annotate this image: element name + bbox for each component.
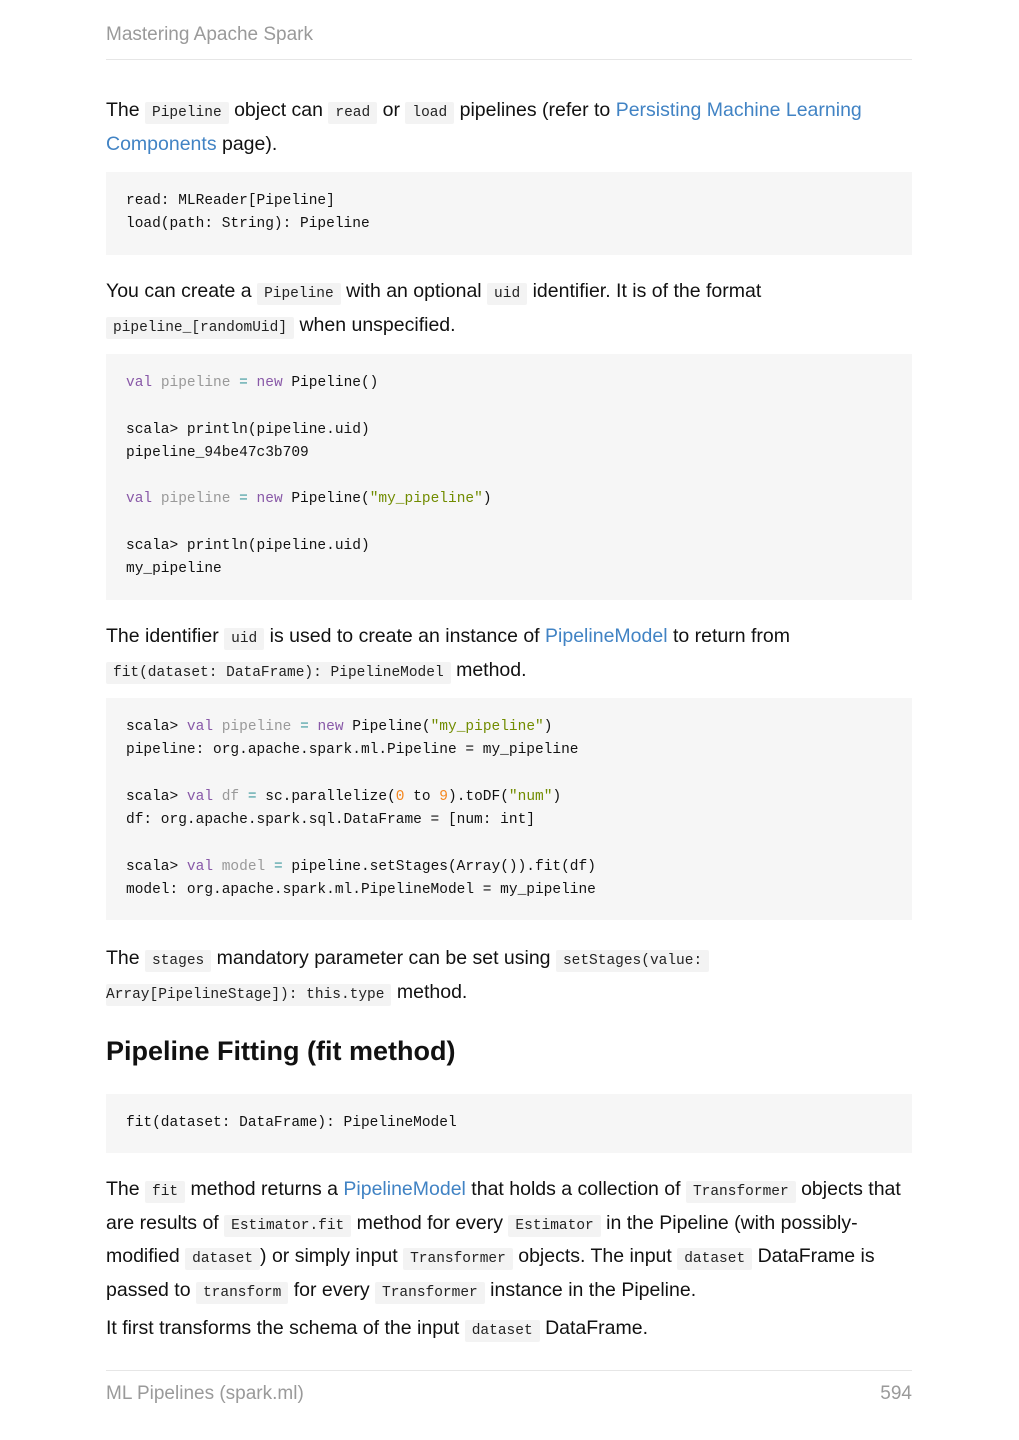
inline-code: Estimator: [508, 1215, 600, 1237]
inline-code: Transformer: [375, 1282, 485, 1304]
inline-code: Transformer: [403, 1248, 513, 1270]
inline-code: dataset: [677, 1248, 752, 1270]
link-persisting-ml-components[interactable]: Persisting Machine Learning Components: [106, 99, 862, 155]
inline-code: dataset: [465, 1320, 540, 1342]
inline-code: stages: [145, 950, 211, 972]
inline-code: dataset: [185, 1248, 260, 1270]
book-title: Mastering Apache Spark: [106, 24, 314, 45]
paragraph-identifier-uid: The identifier uid is used to create an instance of PipelineModel to return from fit(dataset: DataFrame): PipelineModel method.: [106, 621, 912, 688]
inline-code: read: [328, 102, 377, 124]
page-footer: [106, 1370, 912, 1405]
inline-code: uid: [224, 628, 264, 650]
code-block-pipeline-fit: scala> val pipeline = new Pipeline("my_pipeline") pipeline: org.apache.spark.ml.Pipeline = my_pipeline scala> val df = sc.parallelize(0 to 9).toDF("num") df: org.apache.spark.sql.DataFrame = [num: int] scala> val model = pipeline.setStages(Array()).fit(df) model: org.apache.spark.ml.PipelineModel = my_pipeline: [106, 698, 912, 920]
link-pipelinemodel[interactable]: PipelineModel: [545, 625, 668, 647]
inline-code: Pipeline: [257, 283, 341, 305]
footer-section-title: ML Pipelines (spark.ml): [106, 1383, 304, 1404]
inline-code: uid: [487, 283, 527, 305]
inline-code: Transformer: [686, 1181, 796, 1203]
inline-code: setStages(value:: [556, 950, 709, 972]
section-heading-pipeline-fitting: Pipeline Fitting (fit method): [106, 1036, 456, 1066]
page-header: [106, 24, 912, 60]
code-block-read-load: read: MLReader[Pipeline] load(path: String): Pipeline: [106, 172, 912, 255]
inline-code: Pipeline: [145, 102, 229, 124]
inline-code: transform: [196, 1282, 288, 1304]
paragraph-stages-parameter: The stages mandatory parameter can be set using setStages(value: Array[PipelineStage]): this.type method.: [106, 943, 912, 1010]
code-block-fit-signature: fit(dataset: DataFrame): PipelineModel: [106, 1094, 912, 1153]
inline-code: Array[PipelineStage]): this.type: [106, 984, 391, 1006]
paragraph-fit-method: The fit method returns a PipelineModel that holds a collection of Transformer objects that are results of Estimator.fit method for every Estimator in the Pipeline (with possibly-modified dataset ) or simply input Transformer objects. The input dataset DataFrame is passed to transform for every Transformer instance in the Pipeline.: [106, 1174, 912, 1308]
inline-code: pipeline_[randomUid]: [106, 317, 294, 339]
inline-code: fit(dataset: DataFrame): PipelineModel: [106, 662, 451, 684]
paragraph-pipeline-read-load: The Pipeline object can read or load pipelines (refer to Persisting Machine Learning Components page).: [106, 99, 862, 155]
inline-code: Estimator.fit: [224, 1215, 351, 1237]
paragraph-create-pipeline: You can create a Pipeline with an optional uid identifier. It is of the format pipeline_[randomUid] when unspecified.: [106, 276, 912, 343]
page-number: 594: [880, 1383, 912, 1404]
paragraph-transform-schema: It first transforms the schema of the input dataset DataFrame.: [106, 1313, 912, 1347]
inline-code: fit: [145, 1181, 185, 1203]
inline-code: load: [405, 102, 454, 124]
code-block-pipeline-uid: val pipeline = new Pipeline() scala> println(pipeline.uid) pipeline_94be47c3b709 val pipeline = new Pipeline("my_pipeline") scala> println(pipeline.uid) my_pipeline: [106, 354, 912, 600]
link-pipelinemodel[interactable]: PipelineModel: [343, 1178, 466, 1200]
